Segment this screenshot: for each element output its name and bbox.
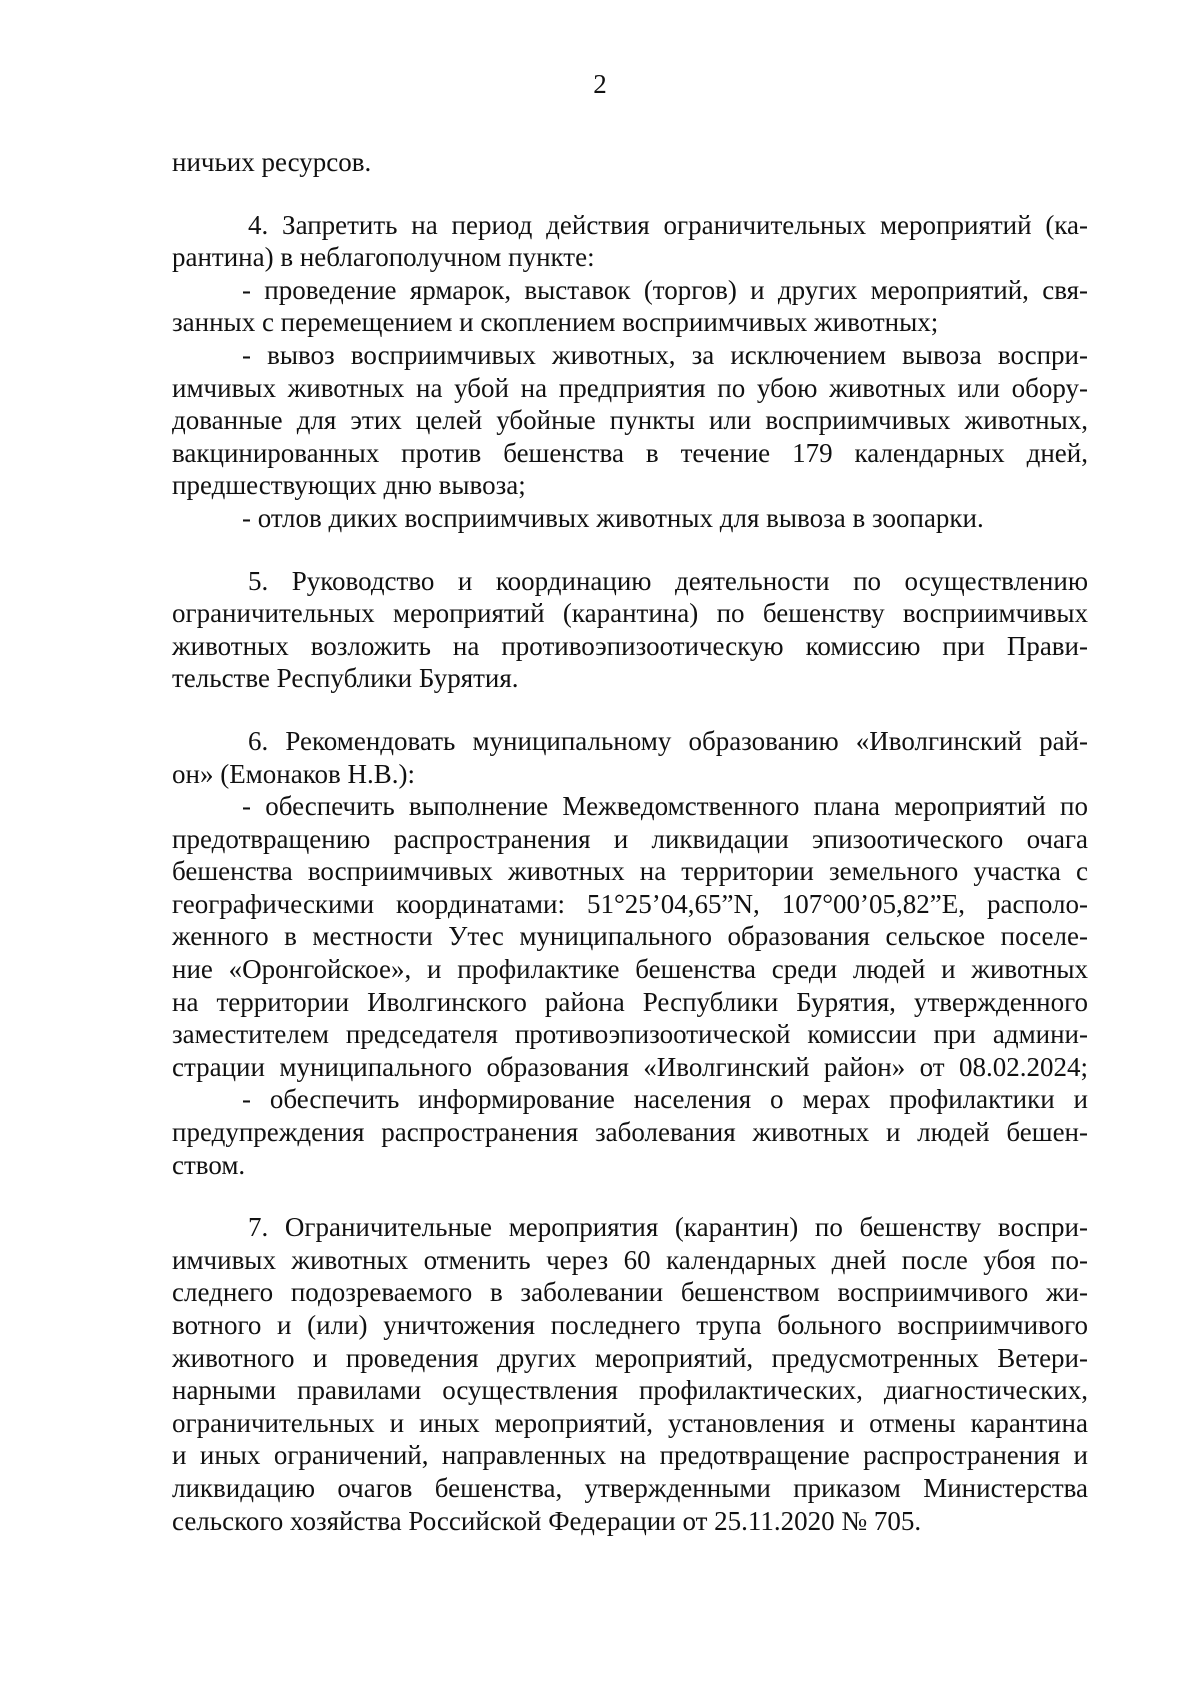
text-line: ством. [172,1149,246,1180]
text-line: вакцинированных против бешенства в течение 179 календарных дней, [172,437,1088,468]
text-line: бешенства восприимчивых животных на территории земельного участка с [172,856,1088,887]
paragraph-gap [172,1181,1088,1211]
document-body [172,146,1088,1537]
text-line: ограничительных и иных мероприятий, установления и отмены карантина [172,1407,1088,1438]
text-line: - проведение ярмарок, выставок (торгов) и других мероприятий, свя- [242,274,1088,305]
paragraph-gap [172,695,1088,725]
text-line: животного и проведения других мероприятий, предусмотренных Ветери- [172,1342,1088,1373]
text-line: 5. Руководство и координацию деятельности по осуществлению [248,565,1088,596]
text-line: занных с перемещением и скоплением восприимчивых животных; [172,307,939,338]
text-line: на территории Иволгинского района Республики Бурятия, утвержденного [172,986,1088,1017]
text-line: страции муниципального образования «Иволгинский район» от 08.02.2024; [172,1051,1088,1082]
text-line: женного в местности Утес муниципального образования сельское поселе- [172,921,1088,952]
text-line: дованные для этих целей убойные пункты или восприимчивых животных, [172,405,1088,436]
text-line: - обеспечить выполнение Межведомственного плана мероприятий по [242,791,1088,822]
text-line: животных возложить на противоэпизоотическую комиссию при Прави- [172,630,1088,661]
text-line: 6. Рекомендовать муниципальному образованию «Иволгинский рай- [248,725,1088,756]
text-line: предшествующих дню вывоза; [172,470,526,501]
text-line: географическими координатами: 51°25’04,65”N, 107°00’05,82”E, располо- [172,888,1088,919]
paragraph-gap [172,179,1088,209]
text-line: - обеспечить информирование населения о мерах профилактики и [242,1084,1088,1115]
text-line: сельского хозяйства Российской Федерации от 25.11.2020 № 705. [172,1505,922,1536]
text-line: он» (Емонаков Н.В.): [172,758,415,789]
text-line: имчивых животных на убой на предприятия по убою животных или обору- [172,372,1088,403]
text-line: имчивых животных отменить через 60 календарных дней после убоя по- [172,1244,1088,1275]
page-number: 2 [593,69,607,99]
text-line: рантина) в неблагополучном пункте: [172,242,595,273]
text-line: ние «Оронгойское», и профилактике бешенства среди людей и животных [172,954,1088,985]
paragraph-gap [172,535,1088,565]
text-line: - отлов диких восприимчивых животных для вывоза в зоопарки. [242,502,984,533]
text-line: нарными правилами осуществления профилактических, диагностических, [172,1375,1088,1406]
text-line: 4. Запретить на период действия ограничительных мероприятий (ка- [248,209,1088,240]
text-line: предупреждения распространения заболевания животных и людей бешен- [172,1117,1088,1148]
text-line: тельстве Республики Бурятия. [172,663,519,694]
text-line: ограничительных мероприятий (карантина) по бешенству восприимчивых [172,598,1088,629]
text-line: 7. Ограничительные мероприятия (карантин) по бешенству воспри- [248,1212,1088,1243]
text-line: предотвращению распространения и ликвидации эпизоотического очага [172,823,1088,854]
text-line: следнего подозреваемого в заболевании бешенством восприимчивого жи- [172,1277,1088,1308]
text-line: заместителем председателя противоэпизоотической комиссии при админи- [172,1019,1088,1050]
text-line: ничьих ресурсов. [172,147,372,177]
text-line: вотного и (или) уничтожения последнего трупа больного восприимчивого [172,1310,1088,1340]
text-line: ликвидацию очагов бешенства, утвержденными приказом Министерства [172,1472,1088,1503]
text-line: - вывоз восприимчивых животных, за исключением вывоза воспри- [242,339,1088,370]
text-line: и иных ограничений, направленных на предотвращение распространения и [172,1440,1088,1471]
